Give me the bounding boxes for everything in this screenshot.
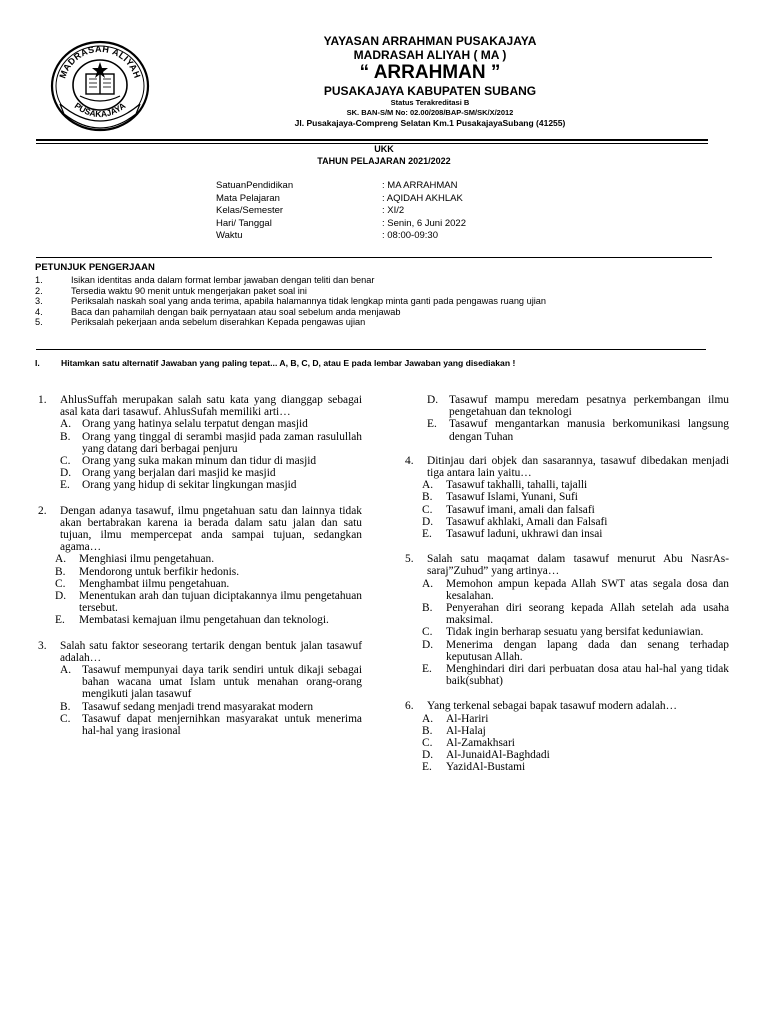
answer-option[interactable]: C. Orang yang suka makan minum dan tidur di masjid xyxy=(60,455,317,468)
question-3-continued xyxy=(405,394,729,443)
info-row: Mata Pelajaran : AQIDAH AKHLAK xyxy=(216,192,463,204)
header-rule-thick xyxy=(36,139,708,141)
info-rule xyxy=(36,257,712,258)
exam-year: TAHUN PELAJARAN 2021/2022 xyxy=(317,156,451,166)
question-3: 3. Salah satu faktor seseorang tertarik dengan bentuk jalan tasawuf adalah… A. Tasawuf mempunyai daya tarik sendiri untuk dikaji sebagai bahan wacana umat Islam untuk menahan orang-orang mengikuti jalan tasawuf B. Tasawuf sedang menjadi trend masyarakat modern C. Tasawuf dapat menjernihkan masyarakat untuk menerima hal-hal yang irasional xyxy=(38,639,362,738)
question-text: Ditinjau dari objek dan sasarannya, tasawuf dibedakan menjadi tiga antara lain yaitu… xyxy=(427,454,729,480)
answer-option[interactable]: B. Orang yang tinggal di serambi masjid pada zaman rasulullah yang datang dari berbagai penjuru xyxy=(60,430,362,455)
question-2: 2. Dengan adanya tasawuf, ilmu pngetahuan satu dan lainnya tidak akan bertabrakan karena ia berada dalam satu jalan dan satu tujuan, ilmu mempercepat anda sampai tujuan, sedangkan agama… A. Menghiasi ilmu pengetahuan. B. Mendorong untuk berfikir hedonis. C. Menghambat iilmu pengetahuan. D. Menentukan arah dan tujuan diciptakannya ilmu pengetahuan tersebut. E. Membatasi kemajuan ilmu pengetahuan dan teknologi. xyxy=(38,504,362,627)
answer-option[interactable]: D. Menentukan arah dan tujuan diciptakannya ilmu pengetahuan tersebut. xyxy=(55,590,362,615)
instruction-item: 1. Isikan identitas anda dalam format lembar jawaban dengan teliti dan benar xyxy=(35,275,375,285)
answer-option[interactable]: A. Menghiasi ilmu pengetahuan. xyxy=(55,553,215,566)
answer-option[interactable]: B. Al-Halaj xyxy=(422,724,486,737)
exam-title xyxy=(0,144,768,167)
answer-option[interactable]: E. Menghindari diri dari perbuatan dosa atau hal-hal yang tidak baik(subhat) xyxy=(422,663,729,688)
info-row: Waktu : 08:00-09:30 xyxy=(216,230,438,241)
answer-option[interactable]: C. Menghambat iilmu pengetahuan. xyxy=(55,577,230,590)
answer-option[interactable]: C. Tasawuf imani, amali dan falsafi xyxy=(422,503,595,516)
info-row: Kelas/Semester : XI/2 xyxy=(216,205,405,216)
question-5: 5. Salah satu maqamat dalam tasawuf menurut Abu NasrAs-saraj”Zuhud” yang artinya… A. Memohon ampun kepada Allah SWT atas segala dosa dan kesalahan. B. Penyerahan diri seorang kepada Allah setelah ada usaha maksimal. C. Tidak ingin berharap sesuatu yang bersifat keduniawian. D. Menerima dengan lapang dada dan senang terhadap keputusan Allah. E. Menghindari diri dari perbuatan dosa atau hal-hal yang tidak baik(subhat) xyxy=(405,553,729,688)
instructions xyxy=(35,262,715,328)
instruction-item: 4. Baca dan pahamilah dengan baik pernyataan atau soal sebelum anda menjawab xyxy=(35,306,401,317)
info-row: Hari/ Tanggal : Senin, 6 Juni 2022 xyxy=(216,217,466,229)
questions-right-column xyxy=(405,394,729,787)
logo-bottom-text: PUSAKAJAYA xyxy=(72,100,128,120)
answer-option[interactable]: B. Penyerahan diri seorang kepada Allah setelah ada usaha maksimal. xyxy=(422,602,729,627)
answer-option[interactable]: D. Orang yang berjalan dari masjid ke masjid xyxy=(60,467,276,480)
answer-option[interactable]: E. Membatasi kemajuan ilmu pengetahuan dan teknologi. xyxy=(55,614,329,627)
question-1: 1. AhlusSuffah merupakan salah satu kata yang dianggap sebagai asal kata dari tasawuf. AhlusSufah memiliki arti… A. Orang yang hatinya selalu terpatut dengan masjid B. Orang yang tinggal di serambi masjid pada zaman rasulullah yang datang dari berbagai penjuru C. Orang yang suka makan minum dan tidur di masjid D. Orang yang berjalan dari masjid ke masjid E. Orang yang hidup di sekitar lingkungan masjid xyxy=(38,394,362,492)
answer-option[interactable]: E. YazidAl-Bustami xyxy=(422,761,526,774)
info-row: SatuanPendidikan : MA ARRAHMAN xyxy=(216,180,458,191)
school-logo xyxy=(50,38,150,136)
school-address: Jl. Pusakajaya-Compreng Selatan Km.1 PusakajayaSubang (41255) xyxy=(294,118,566,128)
school-region: PUSAKAJAYA KABUPATEN SUBANG xyxy=(323,84,537,98)
accreditation-status: Status Terakreditasi B xyxy=(390,98,470,107)
answer-option[interactable]: A. Orang yang hatinya selalu terpatut dengan masjid xyxy=(60,418,308,431)
answer-option[interactable]: A. Tasawuf mempunyai daya tarik sendiri untuk dikaji sebagai bahan wacana umat Islam untuk menahan orang-orang mengikuti jalan tasawuf xyxy=(60,664,362,701)
question-text: Salah satu faktor seseorang tertarik dengan bentuk jalan tasawuf adalah… xyxy=(60,639,362,664)
answer-option[interactable]: A. Al-Hariri xyxy=(422,712,489,725)
instruction-item: 2. Tersedia waktu 90 menit untuk mengerjakan paket soal ini xyxy=(35,285,307,296)
answer-option[interactable]: B. Mendorong untuk berfikir hedonis. xyxy=(55,565,240,578)
answer-option[interactable]: E. Tasawuf mengantarkan manusia berkomunikasi langsung dengan Tuhan xyxy=(427,418,729,443)
answer-option[interactable]: D. Tasawuf akhlaki, Amali dan Falsafi xyxy=(422,515,608,528)
answer-option[interactable]: B. Tasawuf sedang menjadi trend masyarakat modern xyxy=(60,700,314,713)
answer-option[interactable]: A. Tasawuf takhalli, tahalli, tajalli xyxy=(422,479,588,492)
answer-option[interactable]: E. Tasawuf laduni, ukhrawi dan insai xyxy=(422,528,603,541)
school-name: “ ARRAHMAN ” xyxy=(359,62,501,83)
answer-option[interactable]: C. Tasawuf dapat menjernihkan masyarakat untuk menerima hal-hal yang irasional xyxy=(60,712,362,738)
letterhead xyxy=(150,35,710,129)
section-number: I. xyxy=(35,358,40,368)
question-text: AhlusSuffah merupakan salah satu kata yang dianggap sebagai asal kata dari tasawuf. AhlusSufah memiliki arti… xyxy=(60,394,362,419)
exam-name: UKK xyxy=(374,144,394,154)
answer-option[interactable]: D. Menerima dengan lapang dada dan senang terhadap keputusan Allah. xyxy=(422,638,729,663)
questions-left-column xyxy=(38,394,362,750)
answer-option[interactable]: D. Tasawuf mampu meredam pesatnya perkembangan ilmu pengetahuan dan teknologi xyxy=(427,394,729,419)
foundation-name: YAYASAN ARRAHMAN PUSAKAJAYA xyxy=(323,34,537,48)
instruction-item: 5. Periksalah pekerjaan anda sebelum diserahkan Kepada pengawas ujian xyxy=(35,317,366,327)
answer-option[interactable]: E. Orang yang hidup di sekitar lingkungan masjid xyxy=(60,479,297,492)
answer-option[interactable]: B. Tasawuf Islami, Yunani, Sufi xyxy=(422,491,578,504)
section-instruction xyxy=(35,358,515,368)
question-text: Dengan adanya tasawuf, ilmu pngetahuan satu dan lainnya tidak akan bertabrakan karena ia berada dalam satu jalan dan satu tujuan, ilmu mempercepat anda sampai tujuan, sedangkan agama… xyxy=(60,504,362,554)
answer-option[interactable]: C. Tidak ingin berharap sesuatu yang bersifat keduniawian. xyxy=(422,626,704,639)
answer-option[interactable]: C. Al-Zamakhsari xyxy=(422,737,515,750)
section-text: Hitamkan satu alternatif Jawaban yang paling tepat... A, B, C, D, atau E pada lembar Jawaban yang disediakan ! xyxy=(61,358,516,368)
sk-number: SK. BAN-S/M No: 02.00/208/BAP-SM/SK/X/2012 xyxy=(346,108,514,117)
question-text: Yang terkenal sebagai bapak tasawuf modern adalah… xyxy=(427,700,677,713)
exam-info xyxy=(216,180,616,243)
answer-option[interactable]: D. Al-JunaidAl-Baghdadi xyxy=(422,749,550,762)
question-4: 4. Ditinjau dari objek dan sasarannya, tasawuf dibedakan menjadi tiga antara lain yaitu… A. Tasawuf takhalli, tahalli, tajalli B. Tasawuf Islami, Yunani, Sufi C. Tasawuf imani, amali dan falsafi D. Tasawuf akhlaki, Amali dan Falsafi E. Tasawuf laduni, ukhrawi dan insai xyxy=(405,454,729,541)
answer-option[interactable]: A. Memohon ampun kepada Allah SWT atas segala dosa dan kesalahan. xyxy=(422,577,729,602)
school-type: MADRASAH ALIYAH ( MA ) xyxy=(353,48,507,62)
instruction-item: 3. Periksalah naskah soal yang anda terima, apabila halamannya tidak lengkap minta ganti pada pengawas ruang ujian xyxy=(35,296,547,306)
question-6: 6. Yang terkenal sebagai bapak tasawuf modern adalah… A. Al-Hariri B. Al-Halaj C. Al-Zamakhsari D. Al-JunaidAl-Baghdadi E. YazidAl-Bustami xyxy=(405,700,729,773)
logo-top-text: MADRASAH ALIYAH xyxy=(57,43,143,80)
question-text: Salah satu maqamat dalam tasawuf menurut Abu NasrAs-saraj”Zuhud” yang artinya… xyxy=(427,553,729,578)
instructions-rule xyxy=(36,349,706,350)
book-icon xyxy=(86,74,114,94)
instructions-title: PETUNJUK PENGERJAAN xyxy=(35,262,155,273)
